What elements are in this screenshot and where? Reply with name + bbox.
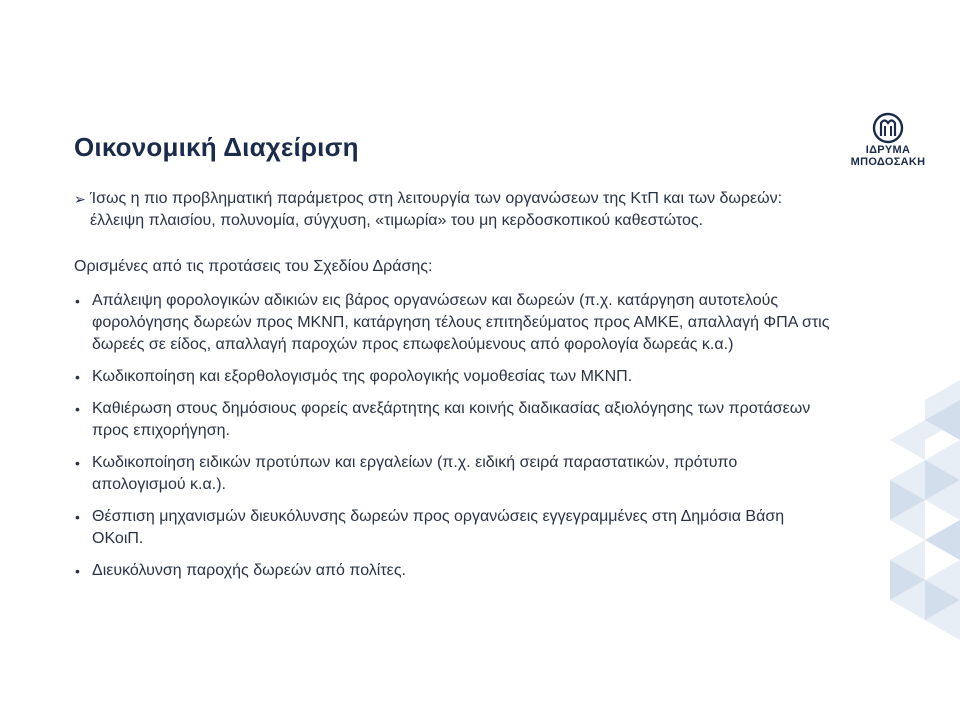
list-item: • Θέσπιση μηχανισμών διευκόλυνσης δωρεών προς οργανώσεις εγγεγραμμένες στη Δημόσια Βάση ΟΚοιΠ.	[75, 508, 785, 547]
logo-text-line1: ΙΔΡΥΜΑ	[865, 144, 911, 156]
slide-content	[74, 188, 834, 592]
foundation-emblem-icon	[872, 112, 904, 144]
proposals-heading: Ορισμένες από τις προτάσεις του Σχεδίου Δράσης:	[74, 258, 433, 275]
bullet-icon: •	[75, 369, 80, 385]
list-item: • Διευκόλυνση παροχής δωρεών από πολίτες.	[74, 560, 834, 582]
bullet-icon: •	[75, 563, 80, 579]
foundation-logo	[842, 112, 934, 168]
bullet-icon: •	[75, 293, 80, 309]
slide-title: Οικονομική Διαχείριση	[74, 132, 359, 162]
intro-text: Ίσως η πιο προβληματική παράμετρος στη λειτουργία των οργανώσεων της ΚτΠ και των δωρεών: έλλειψη πλαισίου, πολυνομία, σύγχυση, «τιμωρία» του μη κερδοσκοπικού καθεστώτος.	[90, 190, 783, 229]
list-item: • Κωδικοποίηση ειδικών προτύπων και εργαλείων (π.χ. ειδική σειρά παραστατικών, πρότυπο απολογισμού κ.α.).	[75, 454, 738, 493]
list-item: • Απάλειψη φορολογικών αδικιών εις βάρος οργανώσεων και δωρεών (π.χ. κατάργηση αυτοτελούς φορολόγησης δωρεών προς ΜΚΝΠ, κατάργηση τέλους επιτηδεύματος προς ΑΜΚΕ, απαλλαγή ΦΠΑ στις δωρεές σε είδος, απαλλαγή παροχών προς επωφελούμενους από φορολογία δωρεάς κ.α.)	[75, 292, 830, 353]
arrow-bullet-icon: ➢	[74, 191, 86, 207]
bullet-icon: •	[75, 401, 80, 417]
bullet-icon: •	[75, 509, 80, 525]
proposals-list	[74, 290, 834, 582]
list-item: • Κωδικοποίηση και εξορθολογισμός της φορολογικής νομοθεσίας των ΜΚΝΠ.	[74, 366, 834, 388]
bullet-icon: •	[75, 455, 80, 471]
logo-text-line2: ΜΠΟΔΟΣΑΚΗ	[850, 156, 926, 168]
decorative-triangle-pattern	[880, 380, 960, 660]
list-item: • Καθιέρωση στους δημόσιους φορείς ανεξάρτητης και κοινής διαδικασίας αξιολόγησης των προτάσεων προς επιχορήγηση.	[75, 400, 811, 439]
intro-paragraph	[74, 188, 834, 232]
